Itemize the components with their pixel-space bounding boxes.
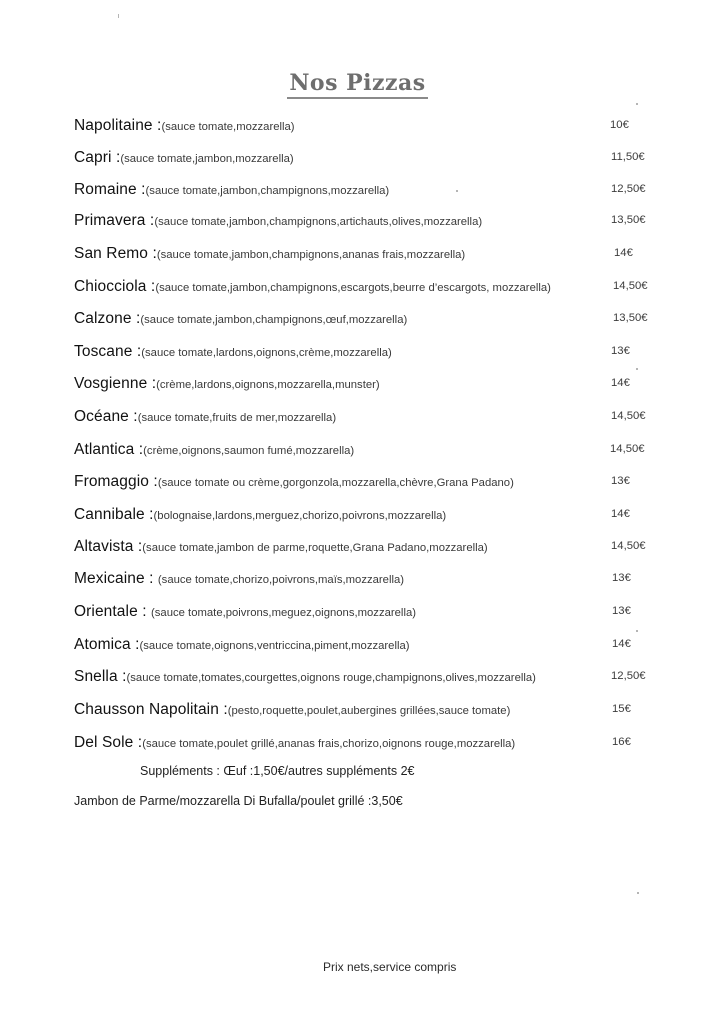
pizza-price: 13€ <box>612 572 631 584</box>
pizza-name: Orientale : <box>74 603 152 620</box>
pizza-ingredients: (sauce tomate,mozzarella) <box>161 121 295 133</box>
pizza-name: Snella : <box>74 668 127 685</box>
pizza-price: 14€ <box>614 247 633 259</box>
pizza-name: Napolitaine : <box>74 117 162 134</box>
pizza-price: 16€ <box>612 736 631 748</box>
pizza-name: Romaine : <box>74 181 146 198</box>
pizza-ingredients: (sauce tomate,jambon,champignons,ananas frais,mozzarella) <box>156 249 466 261</box>
pizza-item <box>74 734 674 756</box>
pizza-item <box>74 636 674 658</box>
pizza-ingredients: (sauce tomate,jambon,champignons,escargots,beurre d’escargots, mozzarella) <box>155 282 551 294</box>
pizza-name: Atlantica : <box>74 441 144 458</box>
pizza-price: 13,50€ <box>613 312 648 324</box>
pizza-ingredients: (sauce tomate,jambon,mozzarella) <box>120 153 294 165</box>
pizza-item <box>74 570 674 592</box>
pizza-price: 14€ <box>612 638 631 650</box>
pizza-ingredients: (sauce tomate,oignons,ventriccina,piment,mozzarella) <box>139 640 410 652</box>
scan-speck <box>456 190 458 192</box>
pizza-name: Toscane : <box>74 343 142 360</box>
pizza-price: 12,50€ <box>611 183 646 195</box>
pizza-item <box>74 245 674 267</box>
pizza-name: Calzone : <box>74 310 141 327</box>
pizza-name: Del Sole : <box>74 734 143 751</box>
pizza-price: 11,50€ <box>611 151 645 163</box>
pizza-price: 13€ <box>612 605 631 617</box>
pizza-item <box>74 701 674 723</box>
pizza-name: Fromaggio : <box>74 473 158 490</box>
scan-speck <box>636 630 638 632</box>
pizza-price: 14€ <box>611 377 630 389</box>
pizza-price: 13€ <box>611 475 630 487</box>
scan-speck <box>636 103 638 105</box>
scan-speck <box>118 14 119 18</box>
pizza-item <box>74 473 674 495</box>
pizza-price: 14€ <box>611 508 630 520</box>
menu-title-text: Nos Pizzas <box>287 70 427 99</box>
pizza-item <box>74 408 674 430</box>
pizza-item <box>74 181 674 203</box>
pizza-item <box>74 343 674 365</box>
pizza-ingredients: (sauce tomate,poivrons,meguez,oignons,mozzarella) <box>151 607 416 619</box>
pizza-item <box>74 278 674 300</box>
pizza-name: Altavista : <box>74 538 143 555</box>
pizza-item <box>74 441 674 463</box>
scan-speck <box>636 368 638 370</box>
pizza-ingredients: (crème,oignons,saumon fumé,mozzarella) <box>143 445 355 457</box>
pizza-price: 13€ <box>611 345 630 357</box>
pizza-name: Capri : <box>74 149 121 166</box>
pizza-item <box>74 212 674 234</box>
pizza-price: 10€ <box>610 119 629 131</box>
pizza-ingredients: (pesto,roquette,poulet,aubergines grillées,sauce tomate) <box>227 705 511 717</box>
pizza-ingredients: (crème,lardons,oignons,mozzarella,munster) <box>156 379 380 391</box>
pizza-ingredients: (sauce tomate,jambon,champignons,œuf,mozzarella) <box>140 314 408 326</box>
pizza-name: Primavera : <box>74 212 155 229</box>
pizza-name: Mexicaine : <box>74 570 158 587</box>
pizza-ingredients: (sauce tomate,poulet grillé,ananas frais,chorizo,oignons rouge,mozzarella) <box>142 738 516 750</box>
pizza-name: Atomica : <box>74 636 140 653</box>
pizza-price: 14,50€ <box>611 410 646 422</box>
pizza-name: Chiocciola : <box>74 278 156 295</box>
pizza-item <box>74 506 674 528</box>
pizza-ingredients: (sauce tomate,chorizo,poivrons,maïs,mozzarella) <box>157 574 405 586</box>
scan-speck <box>637 892 639 894</box>
pizza-item <box>74 538 674 560</box>
pizza-name: Océane : <box>74 408 138 425</box>
pizza-name: Vosgienne : <box>74 375 157 392</box>
pizza-price: 14,50€ <box>613 280 648 292</box>
pizza-name: Cannibale : <box>74 506 154 523</box>
pizza-ingredients: (sauce tomate ou crème,gorgonzola,mozzarella,chèvre,Grana Padano) <box>157 477 514 489</box>
pizza-price: 12,50€ <box>611 670 646 682</box>
pizza-item <box>74 375 674 397</box>
supplements-line-1: Suppléments : Œuf :1,50€/autres suppléments 2€ <box>140 764 415 778</box>
pizza-ingredients: (bolognaise,lardons,merguez,chorizo,poivrons,mozzarella) <box>153 510 447 522</box>
pizza-name: Chausson Napolitain : <box>74 701 228 718</box>
pizza-item <box>74 149 674 171</box>
pizza-ingredients: (sauce tomate,jambon de parme,roquette,Grana Padano,mozzarella) <box>142 542 488 554</box>
pizza-ingredients: (sauce tomate,lardons,oignons,crème,mozzarella) <box>141 347 392 359</box>
pizza-price: 15€ <box>612 703 631 715</box>
pizza-name: San Remo : <box>74 245 157 262</box>
pizza-price: 14,50€ <box>611 540 646 552</box>
pizza-price: 13,50€ <box>611 214 646 226</box>
pizza-ingredients: (sauce tomate,jambon,champignons,artichauts,olives,mozzarella) <box>154 216 483 228</box>
pizza-item <box>74 668 674 690</box>
pizza-ingredients: (sauce tomate,fruits de mer,mozzarella) <box>137 412 337 424</box>
pizza-price: 14,50€ <box>610 443 645 455</box>
pizza-item <box>74 310 674 332</box>
footer-note: Prix nets,service compris <box>323 960 457 974</box>
supplements-line-2: Jambon de Parme/mozzarella Di Bufalla/poulet grillé :3,50€ <box>74 794 403 808</box>
pizza-item <box>74 603 674 625</box>
pizza-item <box>74 117 674 139</box>
menu-title <box>0 70 715 96</box>
pizza-ingredients: (sauce tomate,tomates,courgettes,oignons rouge,champignons,olives,mozzarella) <box>126 672 536 684</box>
pizza-ingredients: (sauce tomate,jambon,champignons,mozzarella) <box>145 185 390 197</box>
